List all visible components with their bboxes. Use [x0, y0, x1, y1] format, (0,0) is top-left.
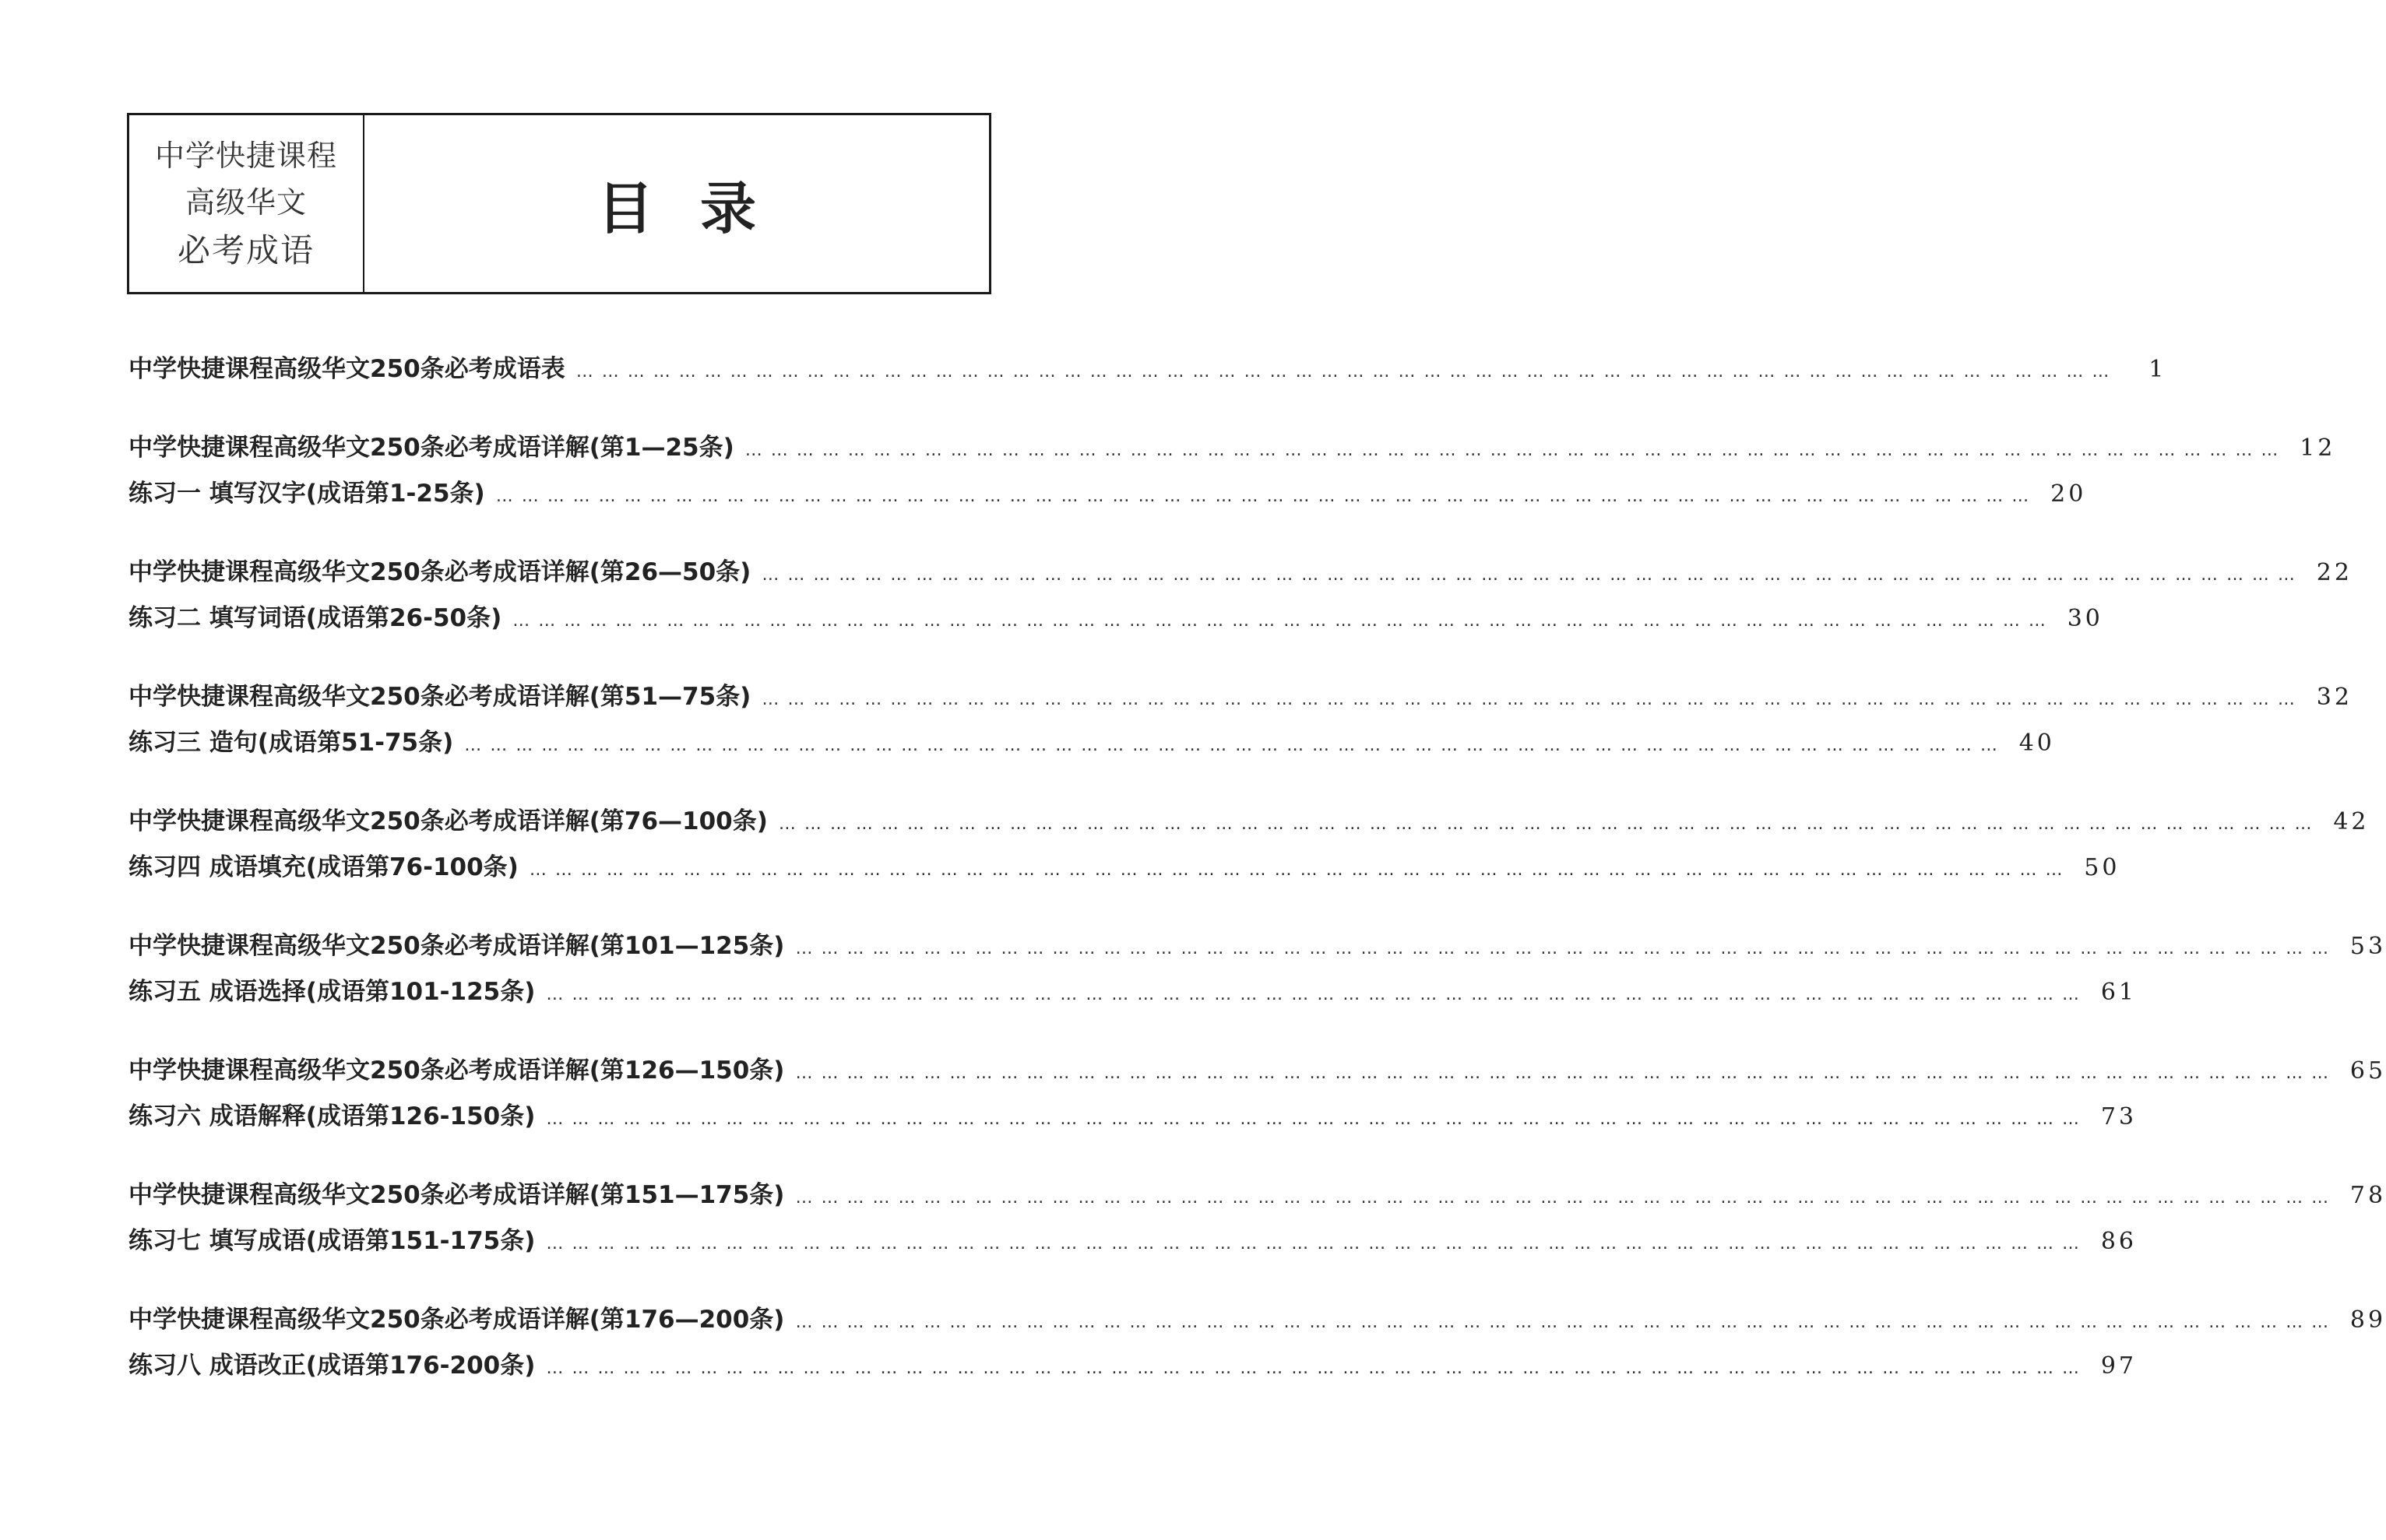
- toc-entry-title: 练习六 成语解释(成语第126-150条): [128, 1102, 536, 1130]
- toc-group: [128, 799, 2370, 891]
- dot-leader: … … … … … … … … … … … … … … … … … … … … … … … … … … … … … … … … … … … … … … … … … … … … … … … … … … … … … … … … … … … …: [575, 362, 2111, 381]
- dot-leader: … … … … … … … … … … … … … … … … … … … … … … … … … … … … … … … … … … … … … … … … … … … … … … … … … … … … … … … … … … … …: [795, 1188, 2331, 1208]
- dot-leader: … … … … … … … … … … … … … … … … … … … … … … … … … … … … … … … … … … … … … … … … … … … … … … … … … … … … … … … … … … … …: [795, 1313, 2331, 1332]
- header-box: [127, 113, 991, 294]
- toc-group: [128, 550, 2353, 642]
- toc-group: [128, 1173, 2386, 1264]
- toc-entry-title: 中学快捷课程高级华文250条必考成语详解(第76—100条): [128, 807, 768, 835]
- toc-entry[interactable]: [128, 346, 2167, 392]
- dot-leader: … … … … … … … … … … … … … … … … … … … … … … … … … … … … … … … … … … … … … … … … … … … … … … … … … … … … … … … … … … … …: [795, 939, 2331, 958]
- course-line-1: 中学快捷课程: [154, 138, 337, 173]
- toc-entry[interactable]: [128, 969, 2138, 1015]
- toc-entry-title: 练习四 成语填充(成语第76-100条): [128, 853, 519, 881]
- toc-entry-page: 32: [2316, 684, 2353, 711]
- course-line-2: 高级华文: [185, 185, 307, 220]
- page-title: 目录: [596, 175, 803, 241]
- toc-entry-page: 12: [2300, 434, 2336, 462]
- toc-group: [128, 674, 2353, 766]
- toc-entry-title: 练习七 填写成语(成语第151-175条): [128, 1227, 536, 1255]
- toc-entry[interactable]: [128, 923, 2386, 969]
- dot-leader: … … … … … … … … … … … … … … … … … … … … … … … … … … … … … … … … … … … … … … … … … … … … … … … … … … … … … … … … … … … …: [464, 736, 1999, 755]
- toc-entry[interactable]: [128, 1218, 2138, 1264]
- toc-entry[interactable]: [128, 425, 2336, 471]
- dot-leader: … … … … … … … … … … … … … … … … … … … … … … … … … … … … … … … … … … … … … … … … … … … … … … … … … … … … … … … … … … … …: [762, 565, 2296, 585]
- toc-entry-page: 73: [2100, 1103, 2138, 1130]
- toc-group: [128, 346, 2167, 392]
- toc-entry-title: 中学快捷课程高级华文250条必考成语详解(第101—125条): [128, 932, 785, 960]
- toc-entry-title: 中学快捷课程高级华文250条必考成语详解(第151—175条): [128, 1181, 785, 1209]
- dot-leader: … … … … … … … … … … … … … … … … … … … … … … … … … … … … … … … … … … … … … … … … … … … … … … … … … … … … … … … … … … … …: [762, 690, 2296, 709]
- toc-entry-page: 61: [2100, 979, 2138, 1006]
- toc-entry-title: 中学快捷课程高级华文250条必考成语详解(第1—25条): [128, 434, 734, 462]
- toc-entry-page: 42: [2333, 808, 2370, 835]
- toc-entry-page: 50: [2084, 854, 2120, 881]
- toc-entry-title: 中学快捷课程高级华文250条必考成语表: [128, 355, 565, 383]
- toc-entry[interactable]: [128, 799, 2370, 845]
- toc-entry-title: 练习二 填写词语(成语第26-50条): [128, 604, 502, 632]
- toc-entry[interactable]: [128, 471, 2087, 517]
- dot-leader: … … … … … … … … … … … … … … … … … … … … … … … … … … … … … … … … … … … … … … … … … … … … … … … … … … … … … … … … … … … …: [546, 1359, 2082, 1378]
- course-line-3: 必考成语: [177, 230, 315, 269]
- dot-leader: … … … … … … … … … … … … … … … … … … … … … … … … … … … … … … … … … … … … … … … … … … … … … … … … … … … … … … … … … … … …: [546, 985, 2082, 1004]
- toc-group: [128, 1048, 2386, 1140]
- toc-group: [128, 425, 2336, 517]
- toc-entry-page: 30: [2067, 605, 2103, 632]
- toc-group: [128, 1297, 2386, 1389]
- toc-entry-page: 86: [2100, 1228, 2138, 1255]
- dot-leader: … … … … … … … … … … … … … … … … … … … … … … … … … … … … … … … … … … … … … … … … … … … … … … … … … … … … … … … … … … … …: [744, 441, 2280, 460]
- dot-leader: … … … … … … … … … … … … … … … … … … … … … … … … … … … … … … … … … … … … … … … … … … … … … … … … … … … … … … … … … … … …: [529, 860, 2064, 880]
- toc-entry[interactable]: [128, 1297, 2386, 1343]
- toc-entry-title: 中学快捷课程高级华文250条必考成语详解(第51—75条): [128, 683, 751, 711]
- toc-entry[interactable]: [128, 845, 2120, 891]
- toc-entry-title: 练习三 造句(成语第51-75条): [128, 729, 454, 757]
- course-label: [129, 115, 364, 292]
- toc-entry-page: 65: [2349, 1057, 2386, 1085]
- toc-entry-page: 1: [2148, 356, 2167, 383]
- toc-entry[interactable]: [128, 596, 2103, 642]
- toc-entry[interactable]: [128, 1048, 2386, 1094]
- toc-entry-page: 89: [2349, 1306, 2386, 1334]
- toc-entry-page: 97: [2100, 1352, 2138, 1380]
- toc-entry[interactable]: [128, 1173, 2386, 1218]
- toc-entry-title: 中学快捷课程高级华文250条必考成语详解(第26—50条): [128, 558, 751, 586]
- toc-entry-title: 练习五 成语选择(成语第101-125条): [128, 978, 536, 1006]
- dot-leader: … … … … … … … … … … … … … … … … … … … … … … … … … … … … … … … … … … … … … … … … … … … … … … … … … … … … … … … … … … … …: [795, 1064, 2331, 1083]
- toc-entry-page: 22: [2316, 559, 2353, 586]
- table-of-contents: [128, 346, 2386, 1422]
- toc-entry-title: 练习八 成语改正(成语第176-200条): [128, 1352, 536, 1380]
- dot-leader: … … … … … … … … … … … … … … … … … … … … … … … … … … … … … … … … … … … … … … … … … … … … … … … … … … … … … … … … … … … …: [546, 1234, 2082, 1253]
- dot-leader: … … … … … … … … … … … … … … … … … … … … … … … … … … … … … … … … … … … … … … … … … … … … … … … … … … … … … … … … … … … …: [546, 1109, 2082, 1129]
- dot-leader: … … … … … … … … … … … … … … … … … … … … … … … … … … … … … … … … … … … … … … … … … … … … … … … … … … … … … … … … … … … …: [778, 814, 2314, 834]
- toc-entry-page: 53: [2349, 933, 2386, 960]
- dot-leader: … … … … … … … … … … … … … … … … … … … … … … … … … … … … … … … … … … … … … … … … … … … … … … … … … … … … … … … … … … … …: [495, 487, 2031, 506]
- dot-leader: … … … … … … … … … … … … … … … … … … … … … … … … … … … … … … … … … … … … … … … … … … … … … … … … … … … … … … … … … … … …: [512, 611, 2047, 631]
- toc-entry-title: 中学快捷课程高级华文250条必考成语详解(第176—200条): [128, 1306, 785, 1334]
- toc-entry[interactable]: [128, 1343, 2138, 1389]
- toc-entry[interactable]: [128, 720, 2055, 766]
- toc-entry-title: 中学快捷课程高级华文250条必考成语详解(第126—150条): [128, 1057, 785, 1085]
- toc-entry-page: 78: [2349, 1182, 2386, 1209]
- toc-entry-page: 20: [2050, 480, 2087, 508]
- title-cell: [364, 115, 989, 292]
- toc-entry-title: 练习一 填写汉字(成语第1-25条): [128, 480, 485, 508]
- toc-entry[interactable]: [128, 674, 2353, 720]
- toc-entry[interactable]: [128, 550, 2353, 596]
- toc-group: [128, 923, 2386, 1015]
- toc-entry-page: 40: [2018, 730, 2055, 757]
- toc-entry[interactable]: [128, 1094, 2138, 1140]
